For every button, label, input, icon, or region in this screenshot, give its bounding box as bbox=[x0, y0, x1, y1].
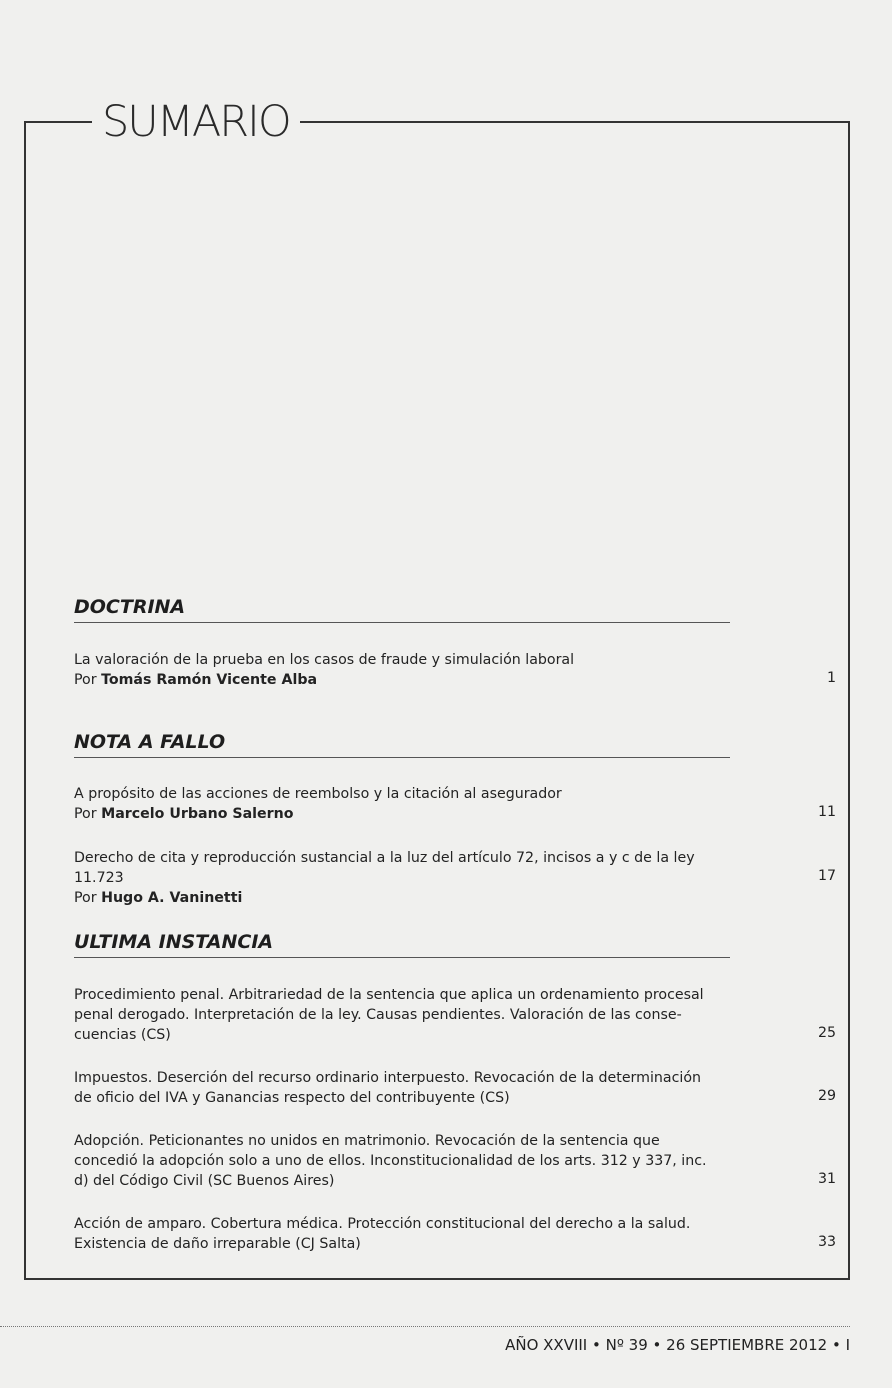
entry-title: La valoración de la prueba en los casos de fraude y simulación laboral bbox=[74, 652, 575, 668]
section-heading-doctrina: DOCTRINA bbox=[74, 596, 186, 618]
entry-author: Por Marcelo Urbano Salerno bbox=[74, 806, 294, 822]
entry-page-number: 17 bbox=[817, 868, 836, 884]
entry-title: A propósito de las acciones de reembolso y la citación al asegurador bbox=[74, 786, 562, 802]
entry-author: Por Tomás Ramón Vicente Alba bbox=[74, 672, 318, 688]
entry-line: Adopción. Peticionantes no unidos en matrimonio. Revocación de la sentencia que bbox=[74, 1133, 660, 1149]
entry-line: Impuestos. Deserción del recurso ordinario interpuesto. Revocación de la determinación bbox=[74, 1070, 701, 1086]
toc-entry bbox=[74, 1068, 734, 1108]
section-rule bbox=[74, 957, 730, 958]
section-heading-nota-a-fallo: NOTA A FALLO bbox=[74, 731, 226, 753]
entry-line: cuencias (CS) bbox=[74, 1027, 171, 1043]
page-title: SUMARIO bbox=[92, 96, 300, 148]
toc-entry bbox=[74, 848, 734, 908]
section-rule bbox=[74, 622, 730, 623]
entry-line: concedió la adopción solo a uno de ellos. Inconstitucionalidad de los arts. 312 y 337, inc. bbox=[74, 1153, 707, 1169]
entry-page-number: 29 bbox=[817, 1088, 836, 1104]
entry-line: Procedimiento penal. Arbitrariedad de la sentencia que aplica un ordenamiento procesal bbox=[74, 987, 704, 1003]
toc-entry bbox=[74, 985, 734, 1045]
entry-page-number: 11 bbox=[817, 804, 836, 820]
entry-line: de oficio del IVA y Ganancias respecto del contribuyente (CS) bbox=[74, 1090, 510, 1106]
section-rule bbox=[74, 757, 730, 758]
entry-line: d) del Código Civil (SC Buenos Aires) bbox=[74, 1173, 335, 1189]
toc-entry bbox=[74, 1131, 734, 1191]
entry-page-number: 31 bbox=[817, 1171, 836, 1187]
entry-line: Existencia de daño irreparable (CJ Salta) bbox=[74, 1236, 361, 1252]
toc-entry bbox=[74, 650, 734, 690]
section-heading-ultima-instancia: ULTIMA INSTANCIA bbox=[74, 931, 274, 953]
page-footer: AÑO XXVIII • Nº 39 • 26 SEPTIEMBRE 2012 • I bbox=[505, 1336, 850, 1354]
entry-line: Acción de amparo. Cobertura médica. Protección constitucional del derecho a la salud. bbox=[74, 1216, 691, 1232]
entry-author: Por Hugo A. Vaninetti bbox=[74, 890, 243, 906]
title-rule bbox=[24, 121, 92, 123]
entry-page-number: 1 bbox=[826, 670, 836, 686]
toc-entry bbox=[74, 784, 734, 824]
footer-rule bbox=[0, 1326, 850, 1327]
entry-title: Derecho de cita y reproducción sustancial a la luz del artículo 72, incisos a y c de la ley 11.723 bbox=[74, 850, 695, 886]
entry-page-number: 33 bbox=[817, 1234, 836, 1250]
toc-entry bbox=[74, 1214, 734, 1254]
entry-line: penal derogado. Interpretación de la ley. Causas pendientes. Valoración de las conse- bbox=[74, 1007, 682, 1023]
entry-page-number: 25 bbox=[817, 1025, 836, 1041]
